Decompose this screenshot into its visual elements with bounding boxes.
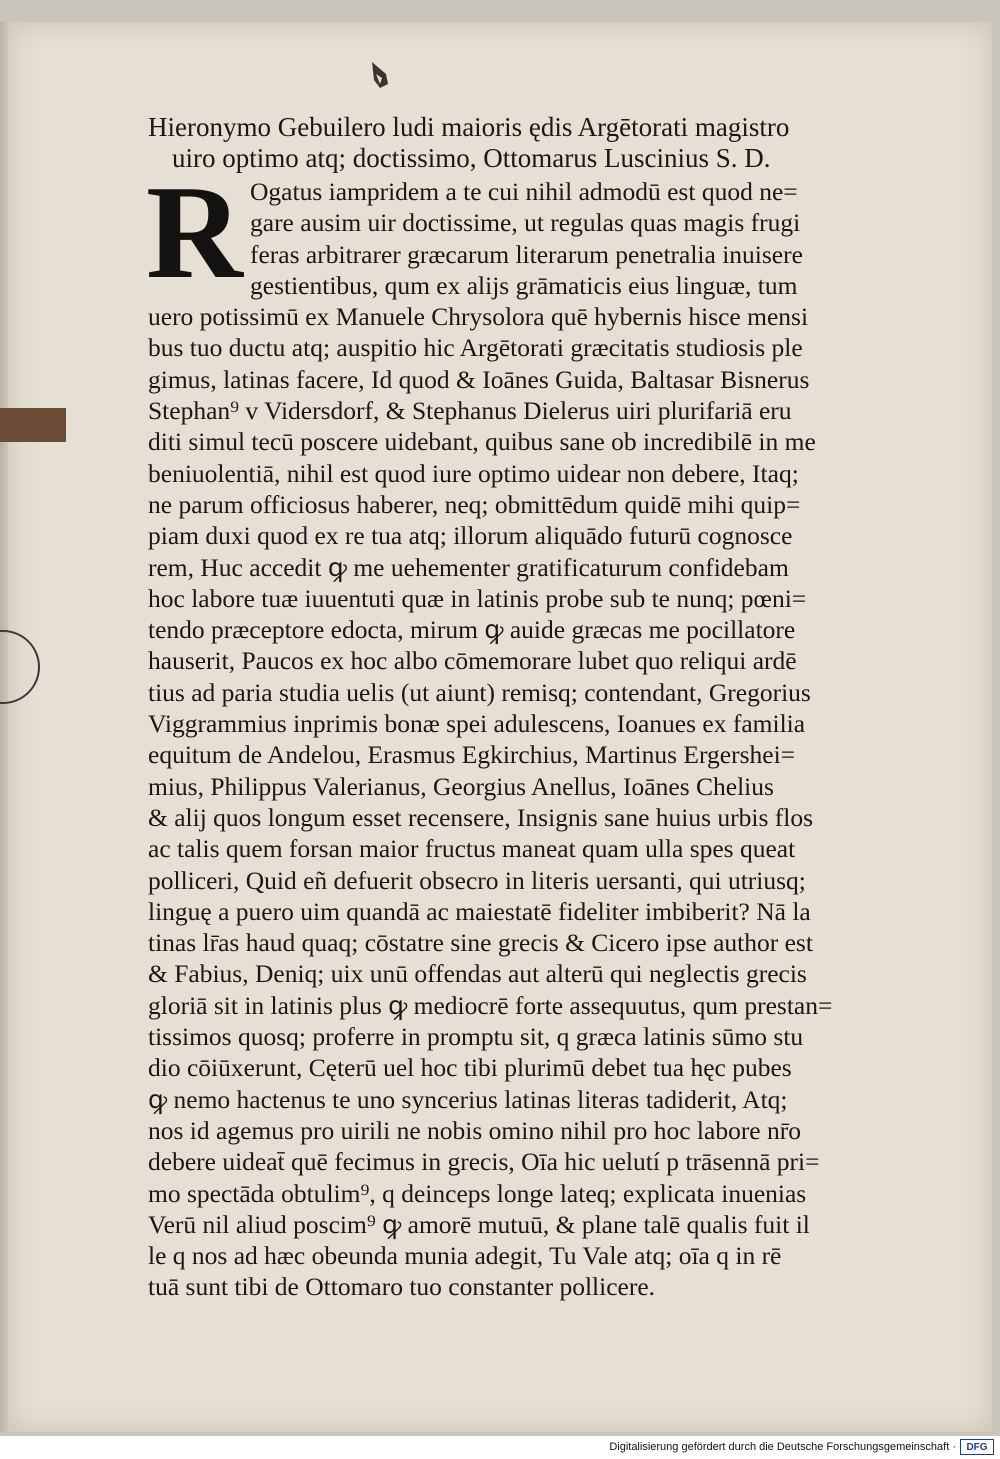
text-line: debere uideat̄ quē fecimus in grecis, Oīa hic uelutí p trāsennā pri=	[148, 1147, 820, 1177]
text-line: beniuolentiā, nihil est quod iure optimo uidear non debere, Itaq;	[148, 458, 799, 488]
text-line: Verū nil aliud poscim⁹ ꝙ amorē mutuū, & plane talē qualis fuit il	[148, 1209, 810, 1239]
ink-stain	[368, 60, 392, 90]
text-line: diti simul tecū poscere uidebant, quibus sane ob incredibilē in me	[148, 427, 816, 457]
text-line: Stephan⁹ v Vidersdorf, & Stephanus Dielerus uiri plurifariā eru	[148, 396, 792, 426]
text-line: gimus, latinas facere, Id quod & Ioānes Guida, Baltasar Bisnerus	[148, 364, 810, 394]
binding-tab	[0, 408, 66, 442]
text-line: Viggrammius inprimis bonæ spei adulescens, Ioanues ex familia	[148, 709, 806, 739]
text-line: gloriā sit in latinis plus ꝙ mediocrē forte assequutus, qum prestan=	[148, 990, 833, 1020]
text-line: & Fabius, Deniq; uix unū offendas aut alterū qui neglectis grecis	[148, 959, 807, 989]
text-line: piam duxi quod ex re tua atq; illorum aliquādo futurū cognosce	[148, 521, 793, 551]
dedication-heading	[148, 112, 888, 174]
text-line: & aliј quos longum esset recensere, Insignis sane huius urbis flos	[148, 802, 814, 832]
text-line: hoc labore tuæ iuuentuti quæ in latinis probe sub te nunq; pœni=	[148, 583, 807, 613]
text-line: polliceri, Quid eñ defuerit obsecro in literis uersanti, qui utriusq;	[148, 865, 806, 895]
text-line: nos id agemus pro uirili ne nobis omino nihil pro hoc labore nr̄o	[148, 1115, 801, 1145]
heading-line-2: uiro optimo atq; doctissimo, Ottomarus Luscinius S. D.	[172, 143, 771, 173]
text-line: gestientibus, qum ex aliјs grāmaticis eius linguæ, tum	[250, 270, 798, 300]
text-line: gare ausim uir doctissime, ut regulas quas magis frugi	[250, 208, 801, 238]
text-line: ac talis quem forsan maior fructus maneat quam ulla spes queat	[148, 834, 796, 864]
text-line: tinas lr̄as haud quaq; cōstatre sine grecis & Cicero ipse author est	[148, 928, 813, 958]
text-line: ꝙ nemo hactenus te uno syncerius latinas literas tadiderit, Atq;	[148, 1084, 788, 1114]
text-line: mo spectāda obtulim⁹, q deinceps longe lateq; explicata inuenias	[148, 1178, 807, 1208]
text-line: feras arbitrarer græcarum literarum penetralia inuisere	[250, 239, 803, 269]
text-line: mius, Philippus Valerianus, Georgius Anellus, Ioānes Chelius	[148, 771, 774, 801]
text-line: equitum de Andelou, Erasmus Egkirchius, Martinus Ergershei=	[148, 740, 796, 770]
drop-cap: R	[146, 158, 243, 306]
text-line: linguę a puero uim quandā ac maiestatē fideliter imbiberit? Nā la	[148, 896, 811, 926]
text-line: ne parum officiosus haberer, neq; obmittēdum quidē mihi quip=	[148, 489, 801, 519]
text-line: tius ad paria studia uelis (ut aiunt) remisq; contendant, Gregorius	[148, 677, 811, 707]
text-line: Ogatus iampridem a te cui nihil admodū est quod ne=	[250, 177, 798, 206]
text-line: bus tuo ductu atq; auspitio hic Argētorati græcitatis studiosis ple	[148, 333, 803, 363]
text-line: le q nos ad hæc obeunda munia adegit, Tu Vale atq; oīa q in rē	[148, 1241, 782, 1271]
heading-line-1: Hieronymo Gebuilero ludi maioris ędis Argētorati magistro	[148, 112, 790, 142]
footer-credit: Digitalisierung gefördert durch die Deutsche Forschungsgemeinschaft ·	[609, 1441, 956, 1453]
dfg-logo: DFG	[960, 1439, 994, 1455]
text-line: tendo præceptore edocta, mirum ꝙ auide græcas me pocillatore	[148, 615, 796, 645]
text-line: tissimos quosq; proferre in promptu sit, q græca latinis sūmo stu	[148, 1022, 804, 1052]
text-line: tuā sunt tibi de Ottomaro tuo constanter pollicere.	[148, 1272, 656, 1302]
text-line: hauserit, Paucos ex hoc albo cōmemorare lubet quo reliqui ardē	[148, 646, 797, 676]
text-line: dio cōiūxerunt, Cęterū uel hoc tibi plurimū debet tua hęc pubes	[148, 1053, 792, 1083]
text-line: uero potissimū ex Manuele Chrysolora quē hybernis hisce mensi	[148, 302, 809, 332]
text-line: rem, Huc accedit ꝙ me uehementer gratificaturum confidebam	[148, 552, 789, 582]
